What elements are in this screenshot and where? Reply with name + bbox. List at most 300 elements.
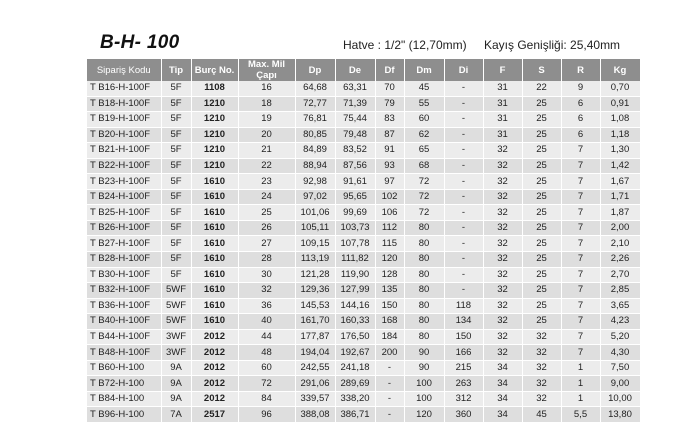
- table-row: [87, 96, 640, 112]
- table-cell: 1210: [191, 96, 238, 112]
- table-cell: 7: [561, 220, 600, 236]
- table-cell: 32: [522, 329, 561, 345]
- table-cell: 166: [444, 345, 483, 361]
- table-cell: 45: [404, 81, 444, 96]
- table-cell: 32: [522, 376, 561, 392]
- table-cell: 2517: [191, 407, 238, 423]
- table-cell: 7: [561, 158, 600, 174]
- table-cell: 106: [375, 205, 404, 221]
- table-cell: 7: [561, 283, 600, 299]
- table-cell: 95,65: [335, 189, 375, 205]
- table-cell: 1,87: [600, 205, 640, 221]
- table-cell: 71,39: [335, 96, 375, 112]
- table-cell: 1108: [191, 81, 238, 96]
- table-row: [87, 360, 640, 376]
- table-row: [87, 81, 640, 96]
- table-cell: 2,26: [600, 252, 640, 268]
- table-cell: 97,02: [295, 189, 335, 205]
- table-row: [87, 236, 640, 252]
- table-cell: 32: [483, 314, 522, 330]
- table-cell: 1610: [191, 220, 238, 236]
- table-cell: 32: [483, 220, 522, 236]
- table-cell: -: [444, 283, 483, 299]
- table-cell: 5F: [161, 267, 191, 283]
- table-cell: 7: [561, 189, 600, 205]
- table-cell: -: [444, 96, 483, 112]
- table-cell: T B36-H-100F: [87, 298, 161, 314]
- table-cell: 134: [444, 314, 483, 330]
- table-cell: 25: [522, 158, 561, 174]
- table-row: [87, 314, 640, 330]
- table-cell: 5F: [161, 252, 191, 268]
- table-cell: 25: [522, 298, 561, 314]
- table-cell: T B44-H-100F: [87, 329, 161, 345]
- table-row: [87, 376, 640, 392]
- table-cell: 32: [522, 345, 561, 361]
- table-cell: 7: [561, 345, 600, 361]
- table-cell: 93: [375, 158, 404, 174]
- table-cell: T B96-H-100: [87, 407, 161, 423]
- table-row: [87, 407, 640, 423]
- table-cell: 40: [238, 314, 295, 330]
- table-cell: 2012: [191, 345, 238, 361]
- table-cell: 31: [483, 127, 522, 143]
- table-cell: 55: [404, 96, 444, 112]
- table-cell: 1: [561, 376, 600, 392]
- table-cell: T B26-H-100F: [87, 220, 161, 236]
- table-cell: 97: [375, 174, 404, 190]
- table-cell: 70: [375, 81, 404, 96]
- table-cell: 7: [561, 252, 600, 268]
- table-cell: 32: [483, 283, 522, 299]
- table-cell: -: [444, 220, 483, 236]
- table-cell: 1610: [191, 283, 238, 299]
- table-cell: 25: [522, 236, 561, 252]
- table-cell: 32: [483, 236, 522, 252]
- table-cell: 25: [522, 112, 561, 128]
- table-cell: 72: [404, 174, 444, 190]
- table-cell: 5F: [161, 236, 191, 252]
- table-cell: T B23-H-100F: [87, 174, 161, 190]
- table-cell: 241,18: [335, 360, 375, 376]
- table-cell: 31: [483, 96, 522, 112]
- table-cell: 2,10: [600, 236, 640, 252]
- table-cell: 6: [561, 127, 600, 143]
- table-cell: 1610: [191, 267, 238, 283]
- table-cell: 150: [444, 329, 483, 345]
- table-cell: 194,04: [295, 345, 335, 361]
- table-cell: 5F: [161, 143, 191, 159]
- column-header: F: [483, 59, 522, 81]
- table-cell: 25: [522, 252, 561, 268]
- table-cell: 115: [375, 236, 404, 252]
- table-cell: 84: [238, 391, 295, 407]
- table-row: [87, 112, 640, 128]
- table-cell: 23: [238, 174, 295, 190]
- table-cell: 113,19: [295, 252, 335, 268]
- table-cell: 60: [238, 360, 295, 376]
- table-cell: 5F: [161, 189, 191, 205]
- column-header: Df: [375, 59, 404, 81]
- table-cell: 25: [522, 189, 561, 205]
- table-cell: 80: [404, 267, 444, 283]
- table-row: [87, 220, 640, 236]
- table-cell: 2012: [191, 329, 238, 345]
- table-cell: -: [444, 143, 483, 159]
- table-cell: 5WF: [161, 298, 191, 314]
- table-cell: 5,5: [561, 407, 600, 423]
- table-cell: 84,89: [295, 143, 335, 159]
- table-cell: T B48-H-100F: [87, 345, 161, 361]
- table-cell: 135: [375, 283, 404, 299]
- table-cell: 34: [483, 376, 522, 392]
- table-cell: 1210: [191, 127, 238, 143]
- table-cell: 2012: [191, 376, 238, 392]
- table-cell: T B72-H-100: [87, 376, 161, 392]
- table-cell: -: [444, 267, 483, 283]
- table-cell: 176,50: [335, 329, 375, 345]
- table-cell: 5F: [161, 220, 191, 236]
- table-cell: 20: [238, 127, 295, 143]
- table-cell: 242,55: [295, 360, 335, 376]
- table-cell: 145,53: [295, 298, 335, 314]
- table-cell: 27: [238, 236, 295, 252]
- table-cell: 1,30: [600, 143, 640, 159]
- table-cell: 3WF: [161, 329, 191, 345]
- table-row: [87, 298, 640, 314]
- table-cell: -: [444, 174, 483, 190]
- page-title: B-H- 100: [100, 32, 180, 53]
- table-cell: 160,33: [335, 314, 375, 330]
- table-cell: 4,30: [600, 345, 640, 361]
- table-cell: 80: [404, 283, 444, 299]
- table-cell: -: [444, 189, 483, 205]
- table-cell: T B22-H-100F: [87, 158, 161, 174]
- table-cell: 13,80: [600, 407, 640, 423]
- table-cell: 1,67: [600, 174, 640, 190]
- table-cell: 72: [404, 205, 444, 221]
- table-cell: 62: [404, 127, 444, 143]
- table-cell: -: [375, 407, 404, 423]
- table-cell: 5,20: [600, 329, 640, 345]
- table-cell: 2,00: [600, 220, 640, 236]
- pitch-label: Hatve : 1/2" (12,70mm): [343, 38, 467, 52]
- table-cell: 24: [238, 189, 295, 205]
- table-cell: 32: [483, 174, 522, 190]
- table-row: [87, 205, 640, 221]
- table-cell: 2,70: [600, 267, 640, 283]
- table-cell: 105,11: [295, 220, 335, 236]
- table-cell: 0,70: [600, 81, 640, 96]
- table-cell: 44: [238, 329, 295, 345]
- table-cell: 263: [444, 376, 483, 392]
- column-header: R: [561, 59, 600, 81]
- table-cell: 1,08: [600, 112, 640, 128]
- table-cell: 5F: [161, 174, 191, 190]
- table-cell: 5F: [161, 127, 191, 143]
- table-cell: 99,69: [335, 205, 375, 221]
- table-cell: 32: [483, 298, 522, 314]
- table-cell: 31: [483, 112, 522, 128]
- table-cell: 7A: [161, 407, 191, 423]
- table-cell: 338,20: [335, 391, 375, 407]
- table-cell: 1610: [191, 236, 238, 252]
- table-cell: 26: [238, 220, 295, 236]
- table-cell: -: [444, 81, 483, 96]
- belt-width-label: Kayış Genişliği: 25,40mm: [484, 38, 621, 52]
- table-cell: 21: [238, 143, 295, 159]
- table-cell: -: [444, 158, 483, 174]
- table-cell: 18: [238, 96, 295, 112]
- table-cell: 48: [238, 345, 295, 361]
- table-cell: T B27-H-100F: [87, 236, 161, 252]
- table-cell: 1210: [191, 143, 238, 159]
- table-cell: 25: [522, 220, 561, 236]
- table-cell: 75,44: [335, 112, 375, 128]
- table-cell: 5WF: [161, 283, 191, 299]
- table-cell: 16: [238, 81, 295, 96]
- table-cell: 192,67: [335, 345, 375, 361]
- table-cell: -: [375, 360, 404, 376]
- table-cell: 25: [522, 174, 561, 190]
- table-cell: -: [375, 391, 404, 407]
- table-cell: 7: [561, 329, 600, 345]
- table-cell: 32: [522, 360, 561, 376]
- table-cell: 112: [375, 220, 404, 236]
- table-cell: 30: [238, 267, 295, 283]
- table-cell: 80: [404, 220, 444, 236]
- table-cell: 87,56: [335, 158, 375, 174]
- table-cell: 100: [404, 376, 444, 392]
- table-cell: 96: [238, 407, 295, 423]
- table-cell: 7: [561, 236, 600, 252]
- table-cell: 120: [404, 407, 444, 423]
- table-cell: 144,16: [335, 298, 375, 314]
- table-cell: -: [444, 112, 483, 128]
- table-cell: 102: [375, 189, 404, 205]
- table-cell: 34: [483, 407, 522, 423]
- table-row: [87, 127, 640, 143]
- table-row: [87, 252, 640, 268]
- table-cell: -: [444, 252, 483, 268]
- table-cell: 215: [444, 360, 483, 376]
- column-header: Burç No.: [191, 59, 238, 81]
- table-cell: 161,70: [295, 314, 335, 330]
- table-cell: 88,94: [295, 158, 335, 174]
- table-cell: T B40-H-100F: [87, 314, 161, 330]
- table-cell: 32: [483, 329, 522, 345]
- table-cell: 25: [522, 127, 561, 143]
- table-cell: 5F: [161, 96, 191, 112]
- table-cell: 386,71: [335, 407, 375, 423]
- table-cell: 0,91: [600, 96, 640, 112]
- table-cell: 128: [375, 267, 404, 283]
- table-cell: 7: [561, 205, 600, 221]
- table-row: [87, 283, 640, 299]
- table-cell: 7,50: [600, 360, 640, 376]
- table-row: [87, 189, 640, 205]
- table-cell: 87: [375, 127, 404, 143]
- table-cell: 60: [404, 112, 444, 128]
- table-cell: -: [375, 376, 404, 392]
- table-row: [87, 158, 640, 174]
- table-cell: 129,36: [295, 283, 335, 299]
- table-cell: 150: [375, 298, 404, 314]
- table-cell: T B21-H-100F: [87, 143, 161, 159]
- table-cell: 25: [238, 205, 295, 221]
- table-cell: 4,23: [600, 314, 640, 330]
- table-cell: -: [444, 205, 483, 221]
- table-cell: 127,99: [335, 283, 375, 299]
- table-cell: 31: [483, 81, 522, 96]
- table-cell: 7: [561, 174, 600, 190]
- table-cell: 25: [522, 314, 561, 330]
- table-cell: 9A: [161, 391, 191, 407]
- table-cell: 72: [404, 189, 444, 205]
- table-cell: 120: [375, 252, 404, 268]
- table-cell: 32: [483, 158, 522, 174]
- table-cell: 118: [444, 298, 483, 314]
- table-cell: 2012: [191, 360, 238, 376]
- table-cell: 32: [483, 143, 522, 159]
- table-cell: 80,85: [295, 127, 335, 143]
- table-body: [87, 81, 640, 423]
- table-cell: 121,28: [295, 267, 335, 283]
- table-cell: T B24-H-100F: [87, 189, 161, 205]
- table-cell: T B32-H-100F: [87, 283, 161, 299]
- column-header: Dm: [404, 59, 444, 81]
- table-row: [87, 143, 640, 159]
- table-cell: 36: [238, 298, 295, 314]
- table-cell: 184: [375, 329, 404, 345]
- table-cell: 2012: [191, 391, 238, 407]
- table-row: [87, 345, 640, 361]
- table-cell: 32: [483, 267, 522, 283]
- table-cell: 1,71: [600, 189, 640, 205]
- table-cell: 83,52: [335, 143, 375, 159]
- table-cell: 91: [375, 143, 404, 159]
- table-cell: 79: [375, 96, 404, 112]
- table-cell: 1610: [191, 205, 238, 221]
- table-cell: 80: [404, 236, 444, 252]
- table-cell: 91,61: [335, 174, 375, 190]
- column-header: Max. Mil Çapı: [238, 59, 295, 81]
- column-header: Di: [444, 59, 483, 81]
- table-cell: 25: [522, 267, 561, 283]
- table-cell: 68: [404, 158, 444, 174]
- table-cell: 19: [238, 112, 295, 128]
- table-cell: 1: [561, 391, 600, 407]
- table-cell: 34: [483, 360, 522, 376]
- table-cell: T B16-H-100F: [87, 81, 161, 96]
- table-row: [87, 391, 640, 407]
- table-cell: 32: [483, 205, 522, 221]
- table-cell: 80: [404, 298, 444, 314]
- table-cell: 119,90: [335, 267, 375, 283]
- table-cell: 25: [522, 283, 561, 299]
- table-cell: T B30-H-100F: [87, 267, 161, 283]
- table-cell: 25: [522, 143, 561, 159]
- table-cell: 200: [375, 345, 404, 361]
- table-cell: 360: [444, 407, 483, 423]
- table-cell: 388,08: [295, 407, 335, 423]
- table-cell: 22: [238, 158, 295, 174]
- table-cell: 34: [483, 391, 522, 407]
- table-cell: 72: [238, 376, 295, 392]
- table-cell: 2,85: [600, 283, 640, 299]
- table-cell: 3,65: [600, 298, 640, 314]
- column-header: S: [522, 59, 561, 81]
- table-cell: 7: [561, 267, 600, 283]
- table-cell: 72,77: [295, 96, 335, 112]
- table-cell: 3WF: [161, 345, 191, 361]
- table-cell: 25: [522, 205, 561, 221]
- table-cell: 1210: [191, 112, 238, 128]
- table-cell: 5F: [161, 205, 191, 221]
- table-cell: 1,18: [600, 127, 640, 143]
- table-cell: 63,31: [335, 81, 375, 96]
- column-header: De: [335, 59, 375, 81]
- spec-table: [87, 59, 641, 423]
- table-cell: 28: [238, 252, 295, 268]
- table-cell: 92,98: [295, 174, 335, 190]
- table-cell: 100: [404, 391, 444, 407]
- table-cell: 109,15: [295, 236, 335, 252]
- table-cell: 9: [561, 81, 600, 96]
- table-cell: 5F: [161, 112, 191, 128]
- table-cell: 7: [561, 314, 600, 330]
- table-cell: 32: [483, 252, 522, 268]
- table-cell: 90: [404, 360, 444, 376]
- table-cell: 32: [238, 283, 295, 299]
- table-cell: 9A: [161, 360, 191, 376]
- table-cell: 32: [483, 345, 522, 361]
- table-cell: 339,57: [295, 391, 335, 407]
- table-cell: 65: [404, 143, 444, 159]
- table-cell: 111,82: [335, 252, 375, 268]
- table-cell: 5WF: [161, 314, 191, 330]
- table-cell: 1610: [191, 314, 238, 330]
- table-cell: 1: [561, 360, 600, 376]
- table-cell: 103,73: [335, 220, 375, 236]
- table-cell: 83: [375, 112, 404, 128]
- table-cell: 64,68: [295, 81, 335, 96]
- column-header: Sipariş Kodu: [87, 59, 161, 81]
- table-cell: 1610: [191, 298, 238, 314]
- table-header-row: [87, 59, 640, 81]
- table-cell: 1610: [191, 252, 238, 268]
- table-cell: T B28-H-100F: [87, 252, 161, 268]
- table-cell: T B18-H-100F: [87, 96, 161, 112]
- column-header: Tip: [161, 59, 191, 81]
- table-cell: 45: [522, 407, 561, 423]
- table-cell: 32: [483, 189, 522, 205]
- table-cell: 10,00: [600, 391, 640, 407]
- table-cell: 6: [561, 96, 600, 112]
- table-cell: 1,42: [600, 158, 640, 174]
- table-cell: T B19-H-100F: [87, 112, 161, 128]
- table-cell: 80: [404, 314, 444, 330]
- table-cell: 79,48: [335, 127, 375, 143]
- table-cell: 90: [404, 345, 444, 361]
- table-cell: -: [444, 127, 483, 143]
- table-cell: 22: [522, 81, 561, 96]
- table-cell: 80: [404, 252, 444, 268]
- table-cell: 291,06: [295, 376, 335, 392]
- table-cell: T B20-H-100F: [87, 127, 161, 143]
- table-cell: T B60-H-100: [87, 360, 161, 376]
- table-cell: 107,78: [335, 236, 375, 252]
